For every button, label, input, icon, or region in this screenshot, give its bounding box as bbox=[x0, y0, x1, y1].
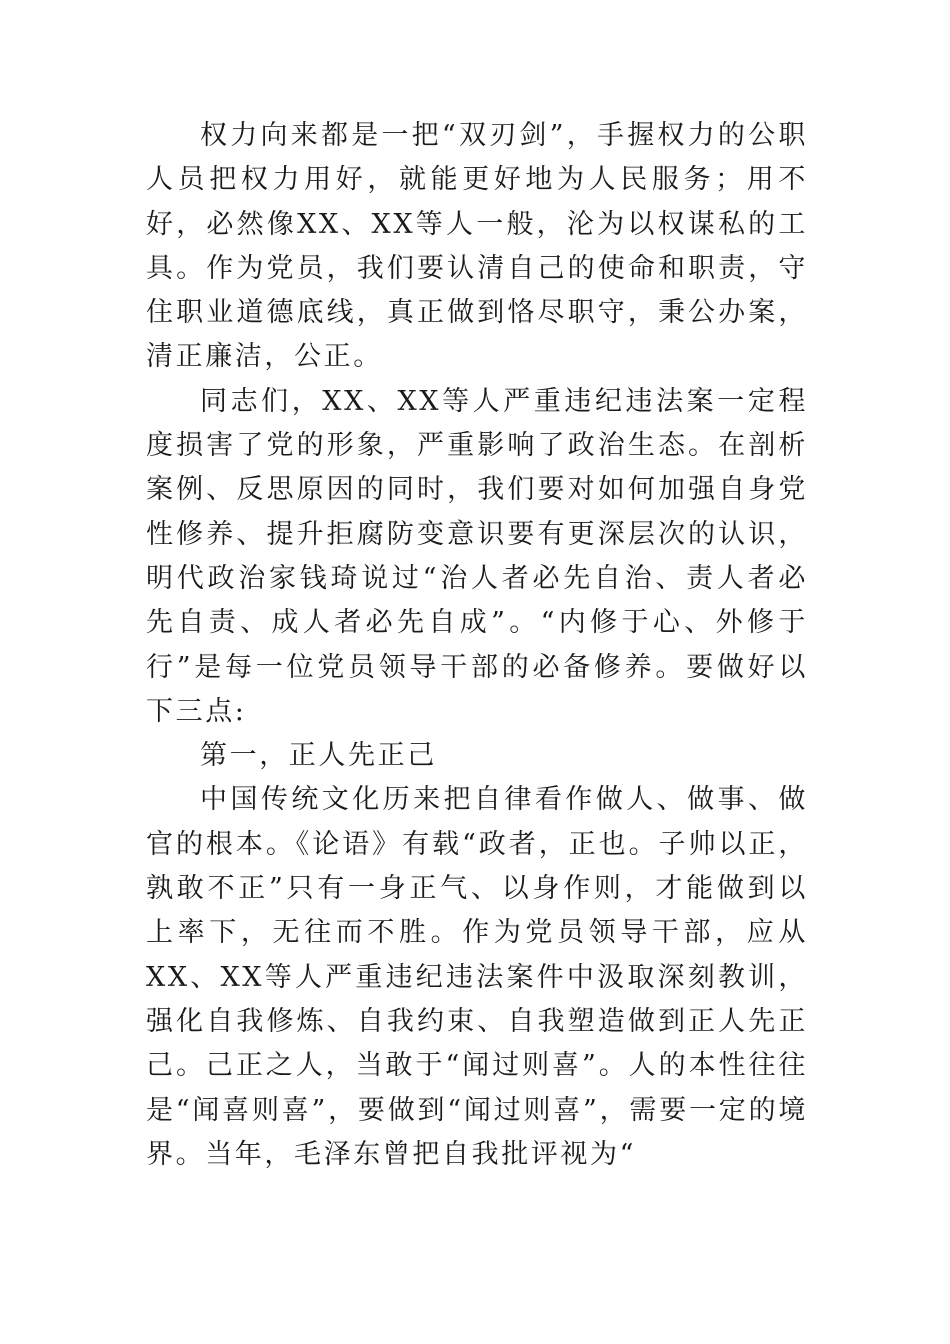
paragraph-power-double-edged: 权力向来都是一把“双刃剑”，手握权力的公职人员把权力用好，就能更好地为人民服务；用不好，必然像XX、XX等人一般，沦为以权谋私的工具。作为党员，我们要认清自己的使命和职责，守住职业道德底线，真正做到恪尽职守，秉公办案，清正廉洁，公正。 bbox=[146, 120, 808, 373]
document-body bbox=[146, 114, 808, 1177]
paragraph-comrades: 同志们，XX、XX等人严重违纪违法案一定程度损害了党的形象，严重影响了政治生态。在剖析案例、反思原因的同时，我们要对如何加强自身党性修养、提升拒腐防变意识要有更深层次的认识，明代政治家钱琦说过“治人者必先自治、责人者必先自责、成人者必先自成”。“内修于心、外修于行”是每一位党员领导干部的必备修养。要做好以下三点: bbox=[146, 385, 808, 727]
section-heading-first: 第一，正人先正己 bbox=[200, 740, 437, 772]
paragraph-self-discipline: 中国传统文化历来把自律看作做人、做事、做官的根本。《论语》有载“政者，正也。子帅以正，孰敢不正”只有一身正气、以身作则，才能做到以上率下，无往而不胜。作为党员领导干部，应从XX、XX等人严重违纪违法案件中汲取深刻教训，强化自我修炼、自我约束、自我塑造做到正人先正己。己正之人，当敢于“闻过则喜”。人的本性往往是“闻喜则喜”，要做到“闻过则喜”，需要一定的境界。当年，毛泽东曾把自我批评视为“ bbox=[146, 784, 808, 1170]
